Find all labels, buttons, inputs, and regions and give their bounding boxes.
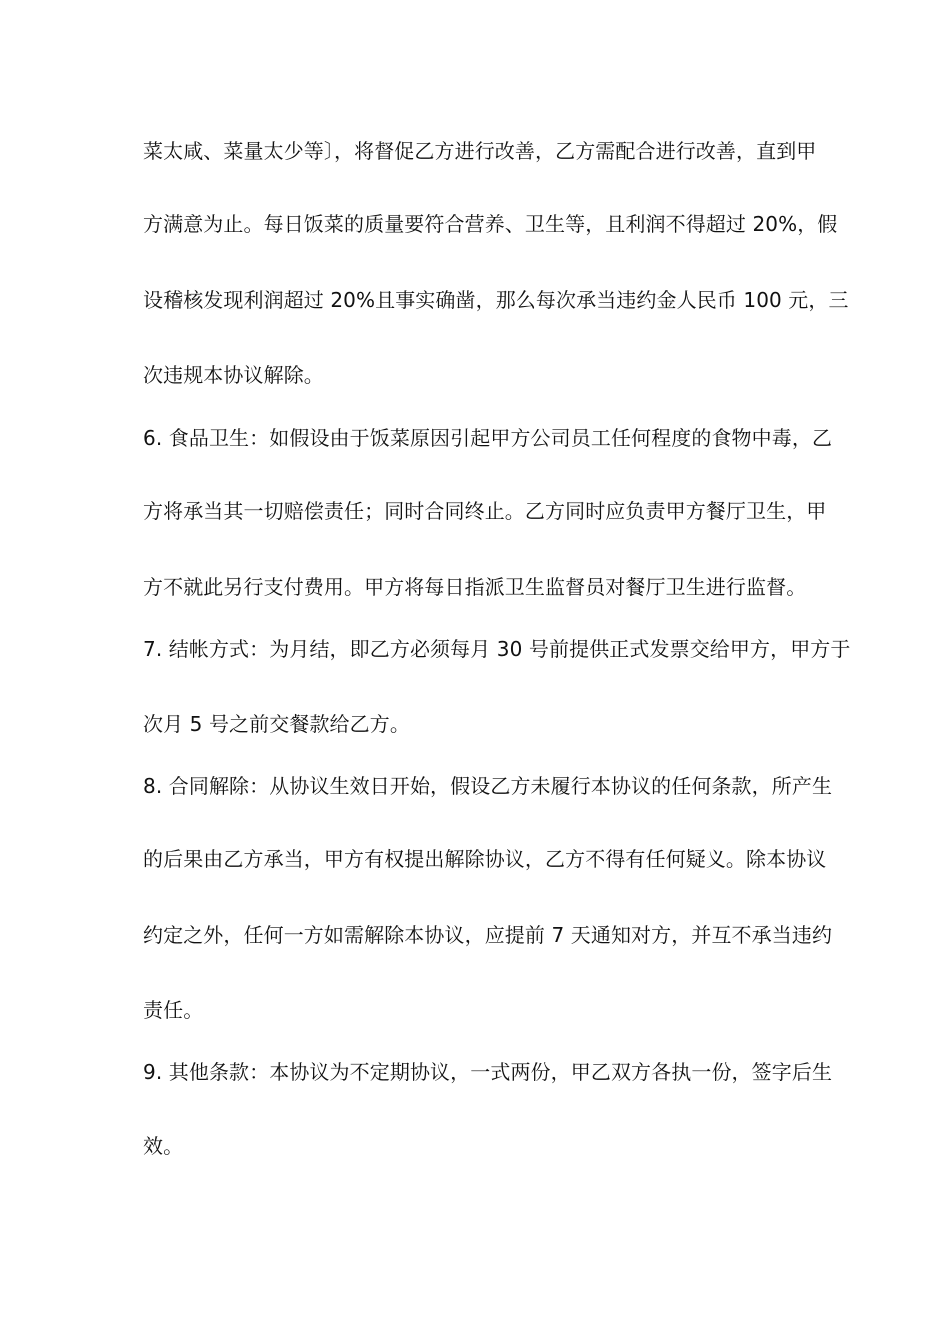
body-text-line: 方不就此另行支付费用。甲方将每日指派卫生监督员对餐厅卫生进行监督。 [143, 575, 807, 599]
body-text-line: 设稽核发现利润超过 20%且事实确凿，那么每次承当违约金人民币 100 元，三 [143, 288, 849, 312]
clause-8-text: 8. 合同解除：从协议生效日开始，假设乙方未履行本协议的任何条款，所产生 [143, 774, 833, 798]
body-text-line: 方将承当其一切赔偿责任；同时合同终止。乙方同时应负责甲方餐厅卫生，甲 [143, 499, 827, 523]
clause-9-text: 9. 其他条款：本协议为不定期协议，一式两份，甲乙双方各执一份，签字后生 [143, 1060, 833, 1084]
body-text-line: 次月 5 号之前交餐款给乙方。 [143, 712, 410, 736]
body-text-line: 责任。 [143, 998, 204, 1022]
body-text-line: 约定之外，任何一方如需解除本协议，应提前 7 天通知对方，并互不承当违约 [143, 923, 833, 947]
body-text-line: 次违规本协议解除。 [143, 363, 324, 387]
body-text-line: 菜太咸、菜量太少等〕，将督促乙方进行改善，乙方需配合进行改善，直到甲 [143, 139, 817, 163]
body-text-line: 的后果由乙方承当，甲方有权提出解除协议，乙方不得有任何疑义。除本协议 [143, 847, 827, 871]
clause-7-text: 7. 结帐方式：为月结，即乙方必须每月 30 号前提供正式发票交给甲方，甲方于 [143, 637, 851, 661]
body-text-line: 效。 [143, 1134, 184, 1158]
body-text-line: 方满意为止。每日饭菜的质量要符合营养、卫生等，且利润不得超过 20%，假 [143, 212, 838, 236]
clause-6-text: 6. 食品卫生：如假设由于饭菜原因引起甲方公司员工任何程度的食物中毒，乙 [143, 426, 833, 450]
